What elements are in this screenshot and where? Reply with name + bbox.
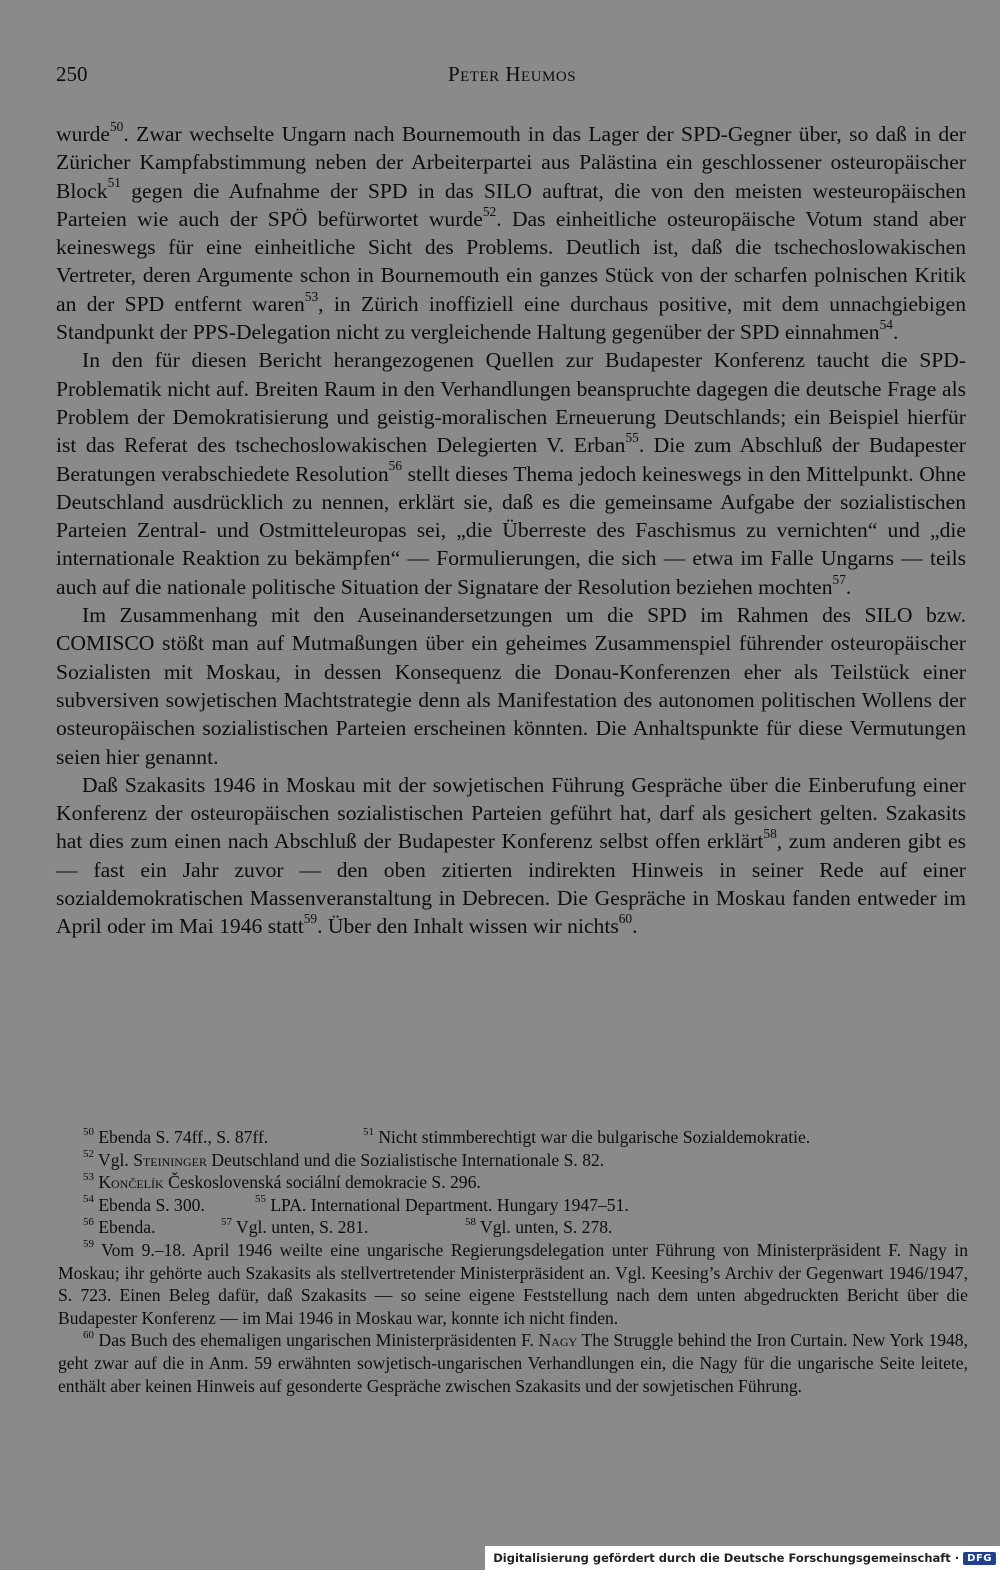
footnote-text: Vgl. unten, S. 281. [236, 1217, 369, 1238]
footnote-author: Steininger [133, 1149, 207, 1170]
footnote-text: Ebenda. [98, 1217, 156, 1238]
footnote-text: LPA. International Department. Hungary 1947–51. [270, 1194, 629, 1215]
text-run: . [845, 574, 852, 599]
footnote-ref-52: 52 [482, 203, 497, 219]
footnote-59 [58, 1239, 968, 1329]
footnote-52 [58, 1149, 968, 1172]
footnote-ref-53: 53 [304, 288, 319, 304]
footnote-number: 54 [83, 1193, 94, 1206]
paragraph-2 [56, 346, 966, 601]
footnote-text: The Struggle behind the Iron Curtain. New York 1948, geht zwar auf die in Anm. 59 erwähnten sowjetisch-ungarischen Verhandlungen ein, die Nagy für die ungarische Seite leitete, enthält aber keinen Hinweis auf gesonderte Gespräche zwischen Szakasits und der sowjetischen Führung. [58, 1330, 968, 1396]
footnote-number: 55 [255, 1193, 266, 1206]
footnote-number: 53 [83, 1170, 94, 1183]
text-run: . [892, 320, 899, 345]
dfg-logo: DFG [963, 1552, 996, 1565]
credit-text: Digitalisierung gefördert durch die Deutsche Forschungsgemeinschaft · [493, 1551, 960, 1565]
footnote-author: Nagy [538, 1330, 578, 1351]
footnote-51 [363, 1126, 810, 1149]
footnote-text: Ebenda S. 74ff., S. 87ff. [98, 1127, 269, 1147]
page-header [56, 62, 968, 92]
footnote-text: Vom 9.–18. April 1946 weilte eine ungarische Regierungsdelegation unter Führung von Ministerpräsident F. Nagy in Moskau; ihr gehörte auch Szakasits als stellvertretender Ministerpräsident an. Vgl. Keesing’s Archiv der Gegenwart 1946/1947, S. 723. Einen Beleg dafür, daß Szakasits — so seine eigene Feststellung nach dem unten abgedruckten Bericht über die Budapester Konferenz — im Mai 1946 in Moskau war, konnte ich nicht finden. [58, 1239, 968, 1328]
text-run: stellt dieses Thema jedoch keineswegs in den Mittelpunkt. Ohne Deutschland ausdrücklich zu nennen, erklärt sie, daß es die gemeinsame Aufgabe der sozialistischen Parteien Zentral- und Ostmitteleuropas sei, „die Überreste des Faschismus zu vernichten“ und „die internationale Reaktion zu bekämpfen“ — Formulierungen, die sich — etwa im Falle Ungarns — teils auch auf die nationale politische Situation der Signatare der Resolution beziehen mochten [56, 461, 967, 599]
footnote-ref-57: 57 [832, 571, 846, 587]
text-run: . Die zum Abschluß der Budapester Beratungen verabschiedete Resolution [56, 433, 966, 486]
footnote-54 [83, 1194, 255, 1217]
footnote-ref-60: 60 [618, 911, 633, 927]
footnote-number: 52 [83, 1148, 94, 1161]
text-run: , zum anderen gibt es — fast ein Jahr zuvor — den oben zitierten indirekten Hinweis in seiner Rede auf einer sozialdemokratischen Massenveranstaltung in Debrecen. Die Gespräche in Moskau fanden entweder im April oder im Mai 1946 statt [56, 829, 966, 939]
footnotes [58, 1126, 968, 1397]
footnote-58 [465, 1216, 612, 1239]
text-run: wurde [56, 122, 110, 146]
body-text [56, 120, 966, 941]
footnote-ref-56: 56 [388, 458, 402, 474]
footnote-text: Vgl. [98, 1149, 134, 1170]
footnote-row [58, 1194, 968, 1217]
text-run: . Das einheitliche osteuropäische Votum stand aber keineswegs für eine einheitliche Sicht des Problems. Deutlich ist, daß die tschechoslowakischen Vertreter, deren Argumente schon in Bournemouth ein ganzes Stück von der scharfen polnischen Kritik an der SPD entfernt waren [56, 206, 966, 316]
footnote-ref-55: 55 [625, 430, 639, 446]
footnote-ref-51: 51 [107, 175, 121, 191]
paragraph-3: Im Zusammenhang mit den Auseinandersetzungen um die SPD im Rahmen des SILO bzw. COMISCO stößt man auf Mutmaßungen über ein geheimes Zusammenspiel führender osteuropäischer Sozialisten mit Moskau, in dessen Konsequenz die Donau-Konferenzen eher als Teilstück einer subversiven sowjetischen Machtstrategie denn als Manifestation des autonomen politischen Wollens der osteuropäischen sozialistischen Parteien erscheinen könnten. Die Anhaltspunkte für diese Vermutungen seien hier genannt. [56, 603, 966, 769]
text-run: . Zwar wechselte Ungarn nach Bournemouth in das Lager der SPD-Gegner über, so daß in der Züricher Kampfabstimmung neben der Arbeiterpartei aus Palästina ein geschlossener osteuropäischer Block [56, 122, 966, 203]
footnote-55 [255, 1194, 629, 1217]
footnote-ref-58: 58 [763, 826, 777, 842]
footnote-56 [83, 1216, 221, 1239]
footnote-57 [221, 1216, 465, 1239]
footnote-50 [83, 1126, 363, 1149]
footnote-text: Československá sociální demokracie S. 296. [163, 1172, 481, 1193]
text-run: . Über den Inhalt wissen wir nichts [317, 914, 619, 939]
footnote-text: Das Buch des ehemaligen ungarischen Ministerpräsidenten F. [98, 1330, 539, 1351]
footnote-text: Vgl. unten, S. 278. [480, 1217, 613, 1238]
running-head: Peter Heumos [447, 62, 577, 86]
footnote-number: 60 [83, 1328, 94, 1341]
text-run: , in Zürich inoffiziell eine durchaus positive, mit dem unnachgiebigen Standpunkt der PPS-Delegation nicht zu vergleichende Haltung gegenüber der SPD einnahmen [56, 291, 966, 345]
text-run: In den für diesen Bericht herangezogenen Quellen zur Budapester Konferenz taucht die SPD-Problematik nicht auf. Breiten Raum in den Verhandlungen beanspruchte dagegen die deutsche Frage als Problem der Demokratisierung und geistig-moralischen Erneuerung Deutschlands; ein Beispiel hierfür ist das Referat des tschechoslowakischen Delegierten V. Erban [56, 348, 966, 458]
footnote-number: 58 [465, 1215, 476, 1228]
footnote-text: Deutschland und die Sozialistische Internationale S. 82. [206, 1149, 605, 1170]
paragraph-4 [56, 771, 966, 941]
digitization-credit [485, 1546, 1000, 1570]
footnote-ref-59: 59 [303, 911, 318, 927]
footnote-ref-50: 50 [109, 118, 124, 134]
page-number: 250 [56, 62, 88, 86]
text-run: gegen die Aufnahme der SPD in das SILO auftrat, die von den meisten westeuropäischen Parteien wie auch der SPÖ befürwortet wurde [56, 178, 966, 231]
footnote-53 [58, 1171, 968, 1194]
footnote-number: 51 [363, 1125, 374, 1138]
footnote-row [58, 1126, 968, 1149]
footnote-text: Nicht stimmberechtigt war die bulgarische Sozialdemokratie. [378, 1127, 811, 1147]
text-run: Daß Szakasits 1946 in Moskau mit der sowjetischen Führung Gespräche über die Einberufung einer Konferenz der osteuropäischen sozialistischen Parteien geführt hat, darf als gesichert gelten. Szakasits hat dies zum einen nach Abschluß der Budapester Konferenz selbst offen erklärt [56, 772, 966, 854]
footnote-author: Končelík [98, 1172, 164, 1193]
footnote-number: 57 [221, 1215, 232, 1228]
text-run: . [632, 914, 638, 939]
paragraph-1 [56, 120, 966, 346]
footnote-number: 59 [83, 1238, 94, 1251]
footnote-number: 56 [83, 1215, 94, 1228]
footnote-ref-54: 54 [879, 316, 893, 332]
footnote-text: Ebenda S. 300. [98, 1194, 205, 1215]
footnote-60 [58, 1329, 968, 1397]
footnote-row [58, 1216, 968, 1239]
footnote-number: 50 [83, 1125, 94, 1138]
